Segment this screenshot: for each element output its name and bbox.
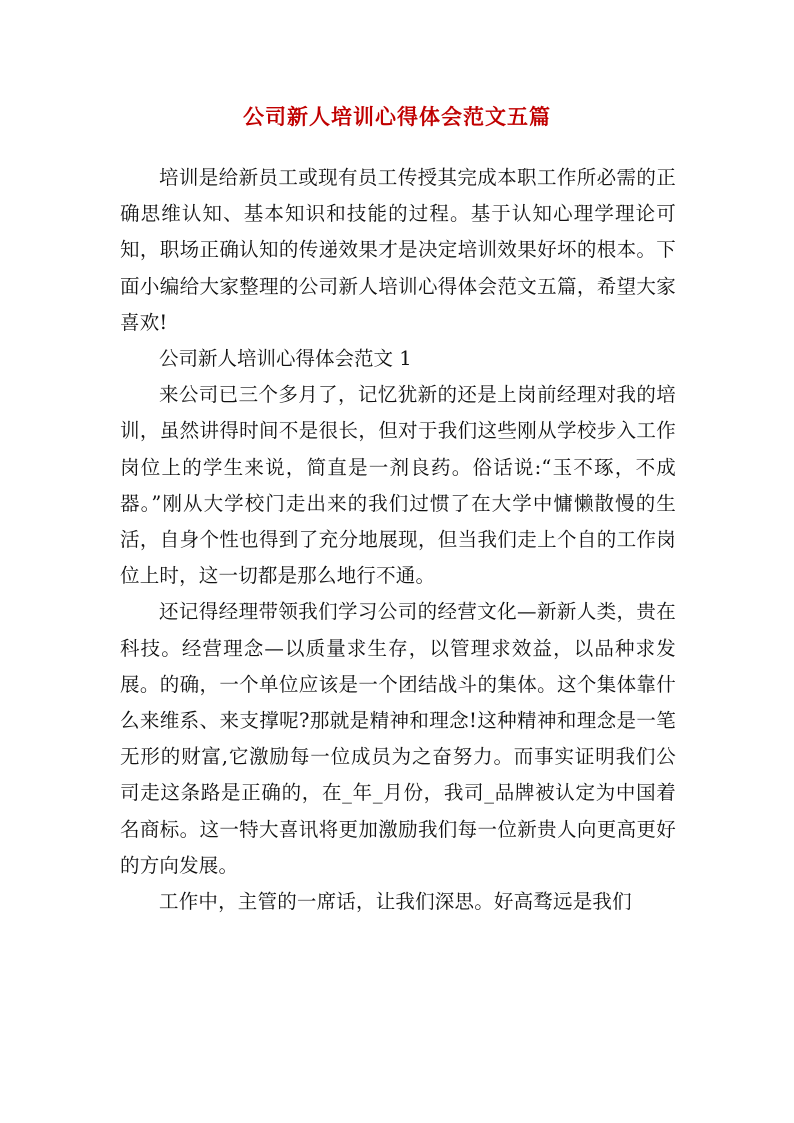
section-heading: 公司新人培训心得体会范文 1 (159, 347, 412, 371)
document-title: 公司新人培训心得体会范文五篇 (243, 104, 551, 129)
body-paragraph-2: 还记得经理带领我们学习公司的经营文化—新新人类，贵在科技。经营理念—以质量求生存，以管理求效益，以品种求发展。的确，一个单位应该是一个团结战斗的集体。这个集体靠什么来维系、来支撑呢?那就是精神和理念!这种精神和理念是一笔无形的财富,它激励每一位成员为之奋努力。而事实证明我们公司走这条路是正确的，在_年_月份，我司_品牌被认定为中国着名商标。这一特大喜讯将更加激励我们每一位新贵人向更高更好的方向发展。 (120, 600, 676, 877)
intro-paragraph: 培训是给新员工或现有员工传授其完成本职工作所必需的正确思维认知、基本知识和技能的过程。基于认知心理学理论可知，职场正确认知的传递效果才是决定培训效果好坏的根本。下面小编给大家整理的公司新人培训心得体会范文五篇，希望大家喜欢! (120, 166, 676, 334)
body-paragraph-3: 工作中，主管的一席话，让我们深思。好高骛远是我们 (159, 890, 632, 914)
document-body (120, 160, 676, 920)
body-paragraph-1: 来公司已三个多月了，记忆犹新的还是上岗前经理对我的培训，虽然讲得时间不是很长，但对于我们这些刚从学校步入工作岗位上的学生来说，简直是一剂良药。俗话说:“玉不琢，不成器。”刚从大学校门走出来的我们过惯了在大学中慵懒散慢的生活，自身个性也得到了充分地展现，但当我们走上个自的工作岗位上时，这一切都是那么地行不通。 (120, 383, 676, 588)
